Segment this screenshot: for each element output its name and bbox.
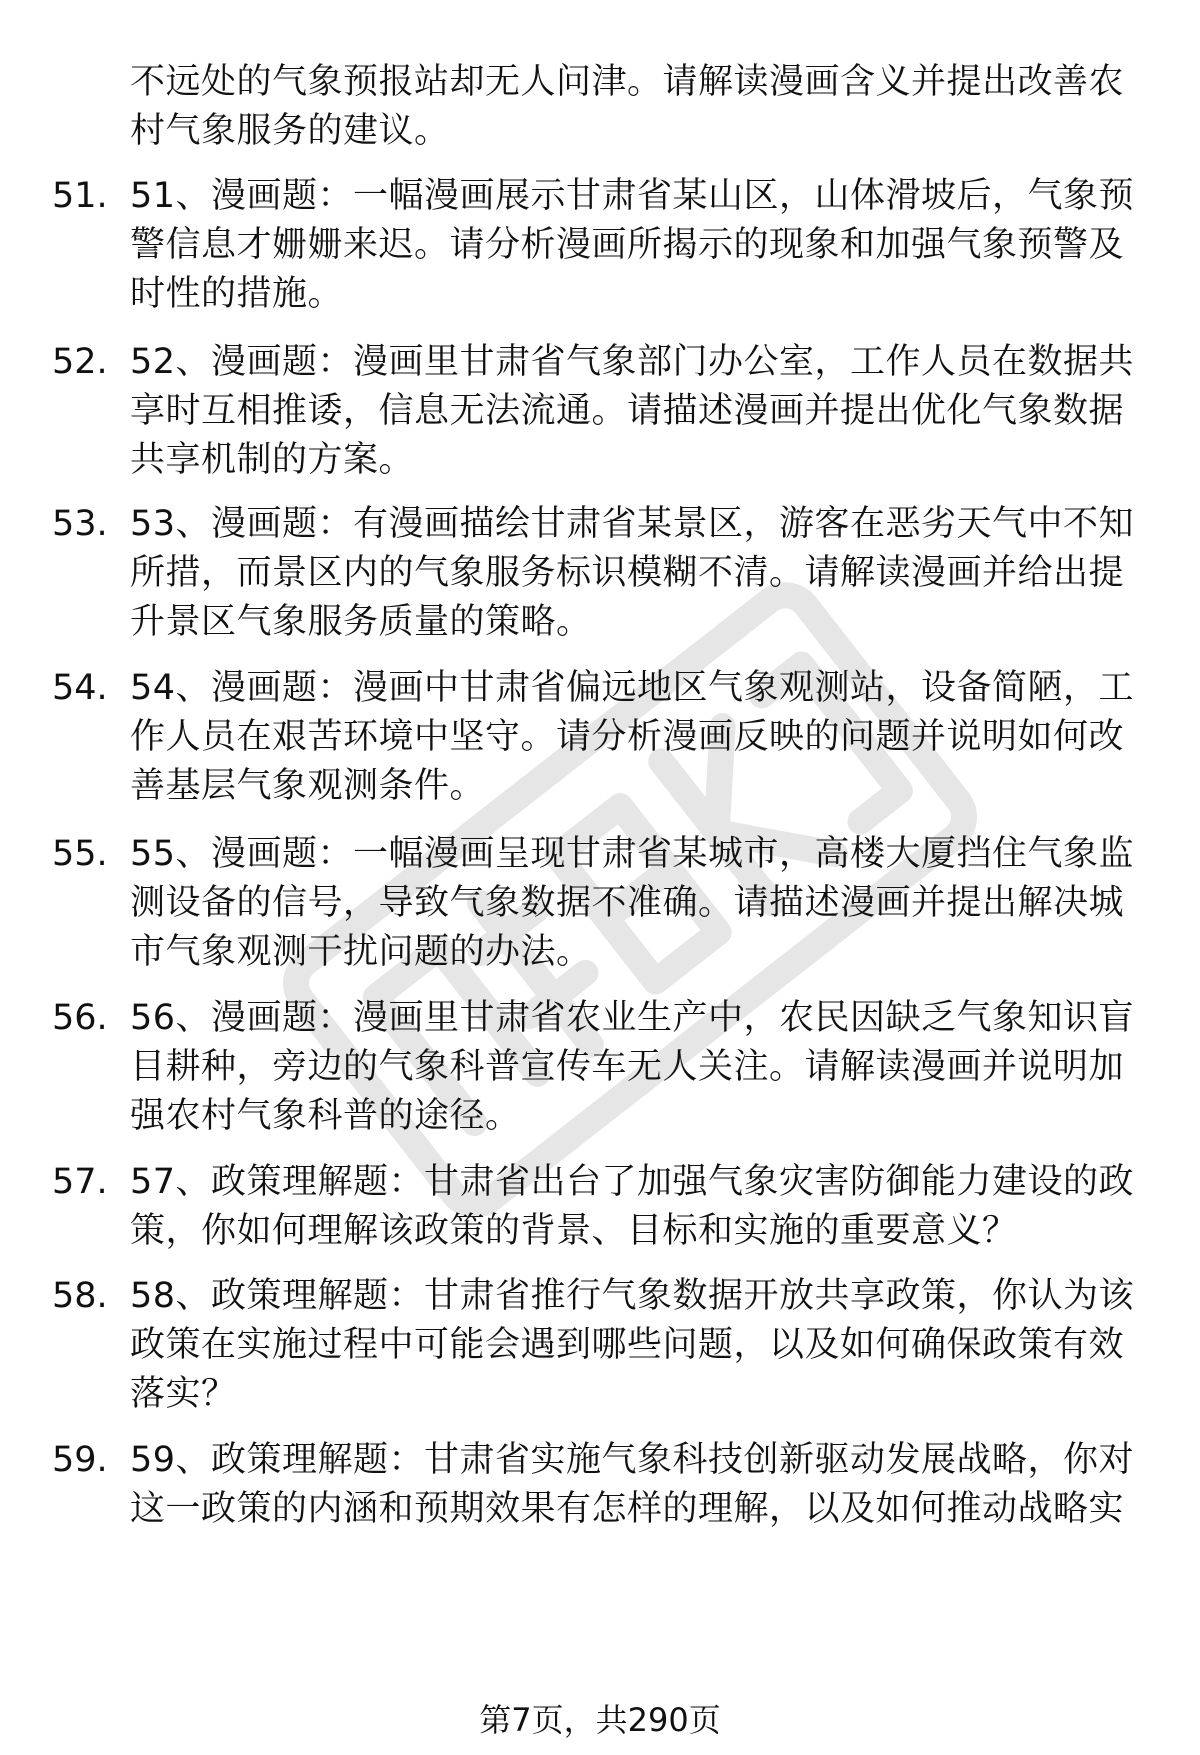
item-text: 56、漫画题：漫画里甘肃省农业生产中，农民因缺乏气象知识盲目耕种，旁边的气象科普宣传车无人关注。请解读漫画并说明加强农村气象科普的途径。	[130, 998, 1135, 1136]
item-text: 53、漫画题：有漫画描绘甘肃省某景区，游客在恶劣天气中不知所措，而景区内的气象服务标识模糊不清。请解读漫画并给出提升景区气象服务质量的策略。	[130, 504, 1135, 642]
item-number: 51.	[52, 176, 108, 216]
item-text: 51、漫画题：一幅漫画展示甘肃省某山区，山体滑坡后，气象预警信息才姗姗来迟。请分析漫画所揭示的现象和加强气象预警及时性的措施。	[130, 176, 1135, 314]
item-number: 52.	[52, 342, 108, 382]
item-number: 54.	[52, 668, 108, 708]
item-text: 54、漫画题：漫画中甘肃省偏远地区气象观测站，设备简陋，工作人员在艰苦环境中坚守。请分析漫画反映的问题并说明如何改善基层气象观测条件。	[130, 668, 1135, 806]
item-number: 55.	[52, 834, 108, 874]
item-text: 58、政策理解题：甘肃省推行气象数据开放共享政策，你认为该政策在实施过程中可能会遇到哪些问题，以及如何确保政策有效落实？	[130, 1276, 1135, 1414]
item-number: 58.	[52, 1276, 108, 1316]
intro-paragraph: 不远处的气象预报站却无人问津。请解读漫画含义并提出改善农村气象服务的建议。	[130, 62, 1125, 151]
item-number: 59.	[52, 1440, 108, 1480]
page-footer: 第7页，共290页	[479, 1701, 721, 1739]
item-text: 59、政策理解题：甘肃省实施气象科技创新驱动发展战略，你对这一政策的内涵和预期效果有怎样的理解，以及如何推动战略实	[130, 1440, 1135, 1529]
item-number: 53.	[52, 504, 108, 544]
item-number: 56.	[52, 998, 108, 1038]
item-number: 57.	[52, 1162, 108, 1202]
item-text: 55、漫画题：一幅漫画呈现甘肃省某城市，高楼大厦挡住气象监测设备的信号，导致气象数据不准确。请描述漫画并提出解决城市气象观测干扰问题的办法。	[130, 834, 1135, 972]
item-text: 57、政策理解题：甘肃省出台了加强气象灾害防御能力建设的政策，你如何理解该政策的背景、目标和实施的重要意义？	[130, 1162, 1135, 1251]
item-text: 52、漫画题：漫画里甘肃省气象部门办公室，工作人员在数据共享时互相推诿，信息无法流通。请描述漫画并提出优化气象数据共享机制的方案。	[130, 342, 1135, 480]
